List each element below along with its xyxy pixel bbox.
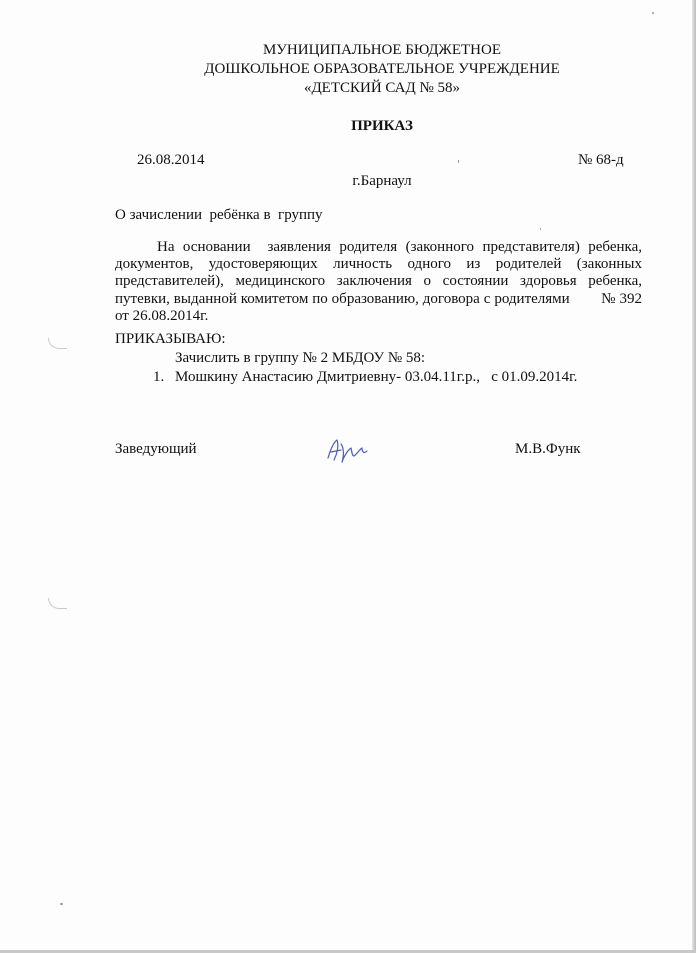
org-name-line-3: «ДЕТСКИЙ САД № 58» [303,80,461,96]
signer-position: Заведующий [115,441,197,457]
org-name-line-2: ДОШКОЛЬНОЕ ОБРАЗОВАТЕЛЬНОЕ УЧРЕЖДЕНИЕ [204,61,560,77]
scan-speck [540,228,541,230]
binder-hole-mark-upper [48,338,67,349]
basis-paragraph: На основании заявления родителя (законного представителя) ребенка, документов, удостоверяющих личность одного из родителей (законных представителей), медицинского заключения о состоянии здоровья ребенка, путевки, выданной комитетом по образованию, договора с родителями № 392 от 26.08.2014г. [115,239,646,324]
page-edge-shadow [692,0,696,953]
document-date: 26.08.2014 [137,152,205,168]
document-title: ПРИКАЗ [351,118,413,134]
enrollee-text: Мошкину Анастасию Дмитриевну- 03.04.11г.р., с 01.09.2014г. [175,369,578,385]
enroll-line: Зачислить в группу № 2 МБДОУ № 58: [175,350,426,366]
document-city: г.Барнаул [352,173,412,189]
binder-hole-mark-lower [48,598,67,609]
document-subject: О зачислении ребёнка в группу [115,207,323,223]
handwritten-signature [322,434,374,464]
org-name-line-1: МУНИЦИПАЛЬНОЕ БЮДЖЕТНОЕ [262,42,502,58]
order-word: ПРИКАЗЫВАЮ: [115,331,226,347]
signature-stroke [328,440,367,462]
signer-name: М.В.Функ [515,441,581,457]
scan-speck [458,160,459,163]
scan-speck [60,903,63,905]
enrollee-number: 1. [153,369,165,385]
document-number: № 68-д [578,152,624,168]
scan-speck [652,12,654,14]
